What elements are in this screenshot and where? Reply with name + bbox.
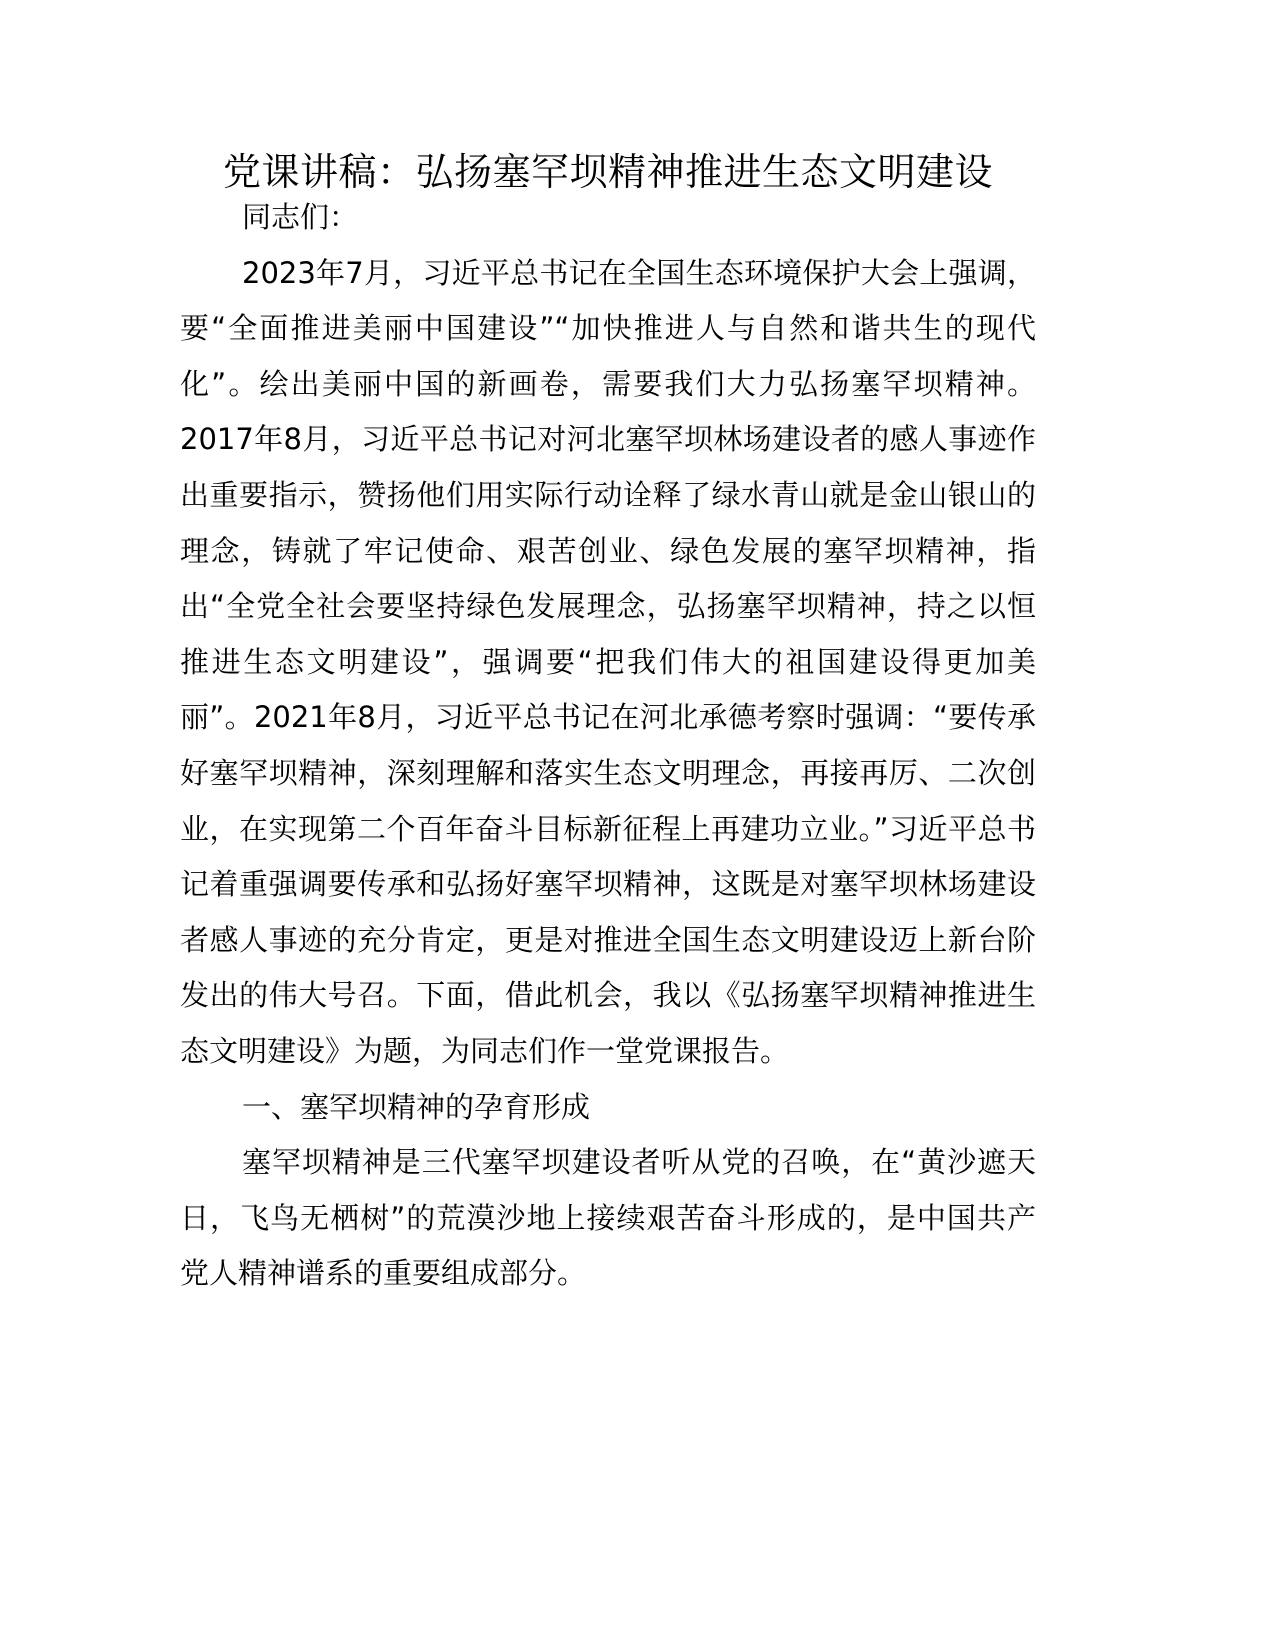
section-heading-1: 一、塞罕坝精神的孕育形成	[242, 1089, 591, 1124]
paragraph-intro: 2023年7月，习近平总书记在全国生态环境保护大会上强调，要“全面推进美丽中国建设”“加快推进人与自然和谐共生的现代化”。绘出美丽中国的新画卷，需要我们大力弘扬塞罕坝精神。2017年8月，习近平总书记对河北塞罕坝林场建设者的感人事迹作出重要指示，赞扬他们用实际行动诠释了绿水青山就是金山银山的理念，铸就了牢记使命、艰苦创业、绿色发展的塞罕坝精神，指出“全党全社会要坚持绿色发展理念，弘扬塞罕坝精神，持之以恒推进生态文明建设”，强调要“把我们伟大的祖国建设得更加美丽”。2021年8月，习近平总书记在河北承德考察时强调：“要传承好塞罕坝精神，深刻理解和落实生态文明理念，再接再厉、二次创业，在实现第二个百年奋斗目标新征程上再建功立业。”习近平总书记着重强调要传承和弘扬好塞罕坝精神，这既是对塞罕坝林场建设者感人事迹的充分肯定，更是对推进全国生态文明建设迈上新台阶发出的伟大号召。下面，借此机会，我以《弘扬塞罕坝精神推进生态文明建设》为题，为同志们作一堂党课报告。	[180, 255, 1036, 1068]
document-title: 党课讲稿：弘扬塞罕坝精神推进生态文明建设	[222, 150, 993, 194]
greeting: 同志们：	[242, 200, 359, 234]
document-body	[180, 190, 1036, 1302]
paragraph-section-1: 塞罕坝精神是三代塞罕坝建设者听从党的召唤，在“黄沙遮天日，飞鸟无栖树”的荒漠沙地上接续艰苦奋斗形成的，是中国共产党人精神谱系的重要组成部分。	[180, 1145, 1036, 1291]
